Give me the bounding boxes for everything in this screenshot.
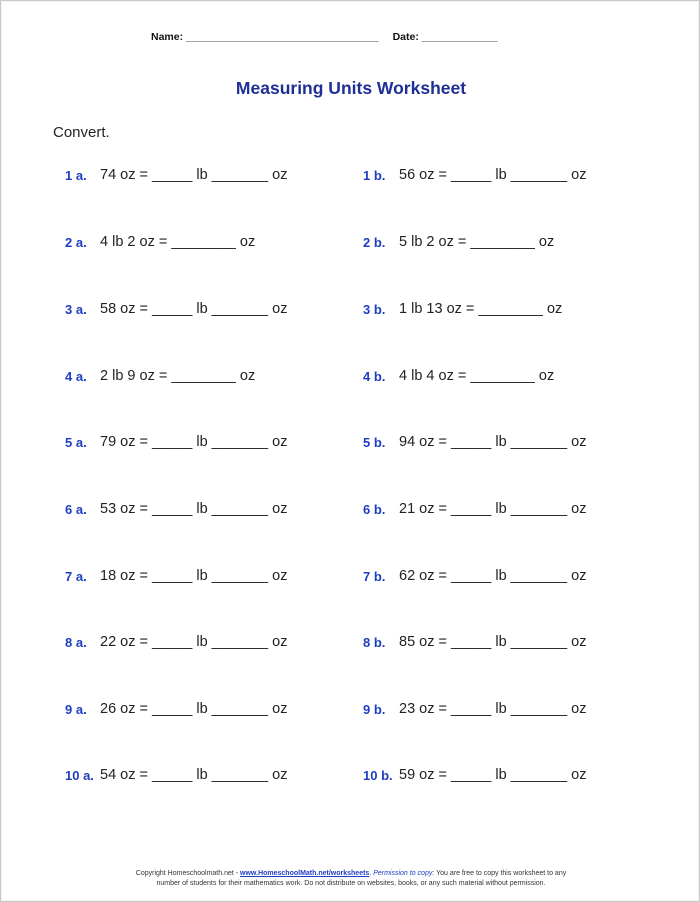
problem-text: 53 oz = _____ lb _______ oz: [100, 501, 288, 517]
permission-text: You are free to copy this worksheet to any: [434, 870, 567, 877]
problem-label: 1 b.: [363, 168, 386, 183]
footer-line-2: number of students for their mathematics work. Do not distribute on websites, books, or any such material without permission.: [156, 880, 546, 887]
problem-label: 10 b.: [363, 768, 393, 783]
problem-text: 22 oz = _____ lb _______ oz: [100, 634, 288, 650]
problem-label: 2 b.: [363, 235, 386, 250]
problem-text: 94 oz = _____ lb _______ oz: [399, 434, 587, 450]
problem-label: 6 b.: [363, 502, 386, 517]
problem-text: 5 lb 2 oz = ________ oz: [399, 234, 555, 250]
problem-4b: [1, 368, 700, 388]
worksheets-link[interactable]: www.HomeschoolMath.net/worksheets: [240, 870, 370, 877]
problem-8b: [1, 634, 700, 654]
problem-label: 9 b.: [363, 702, 386, 717]
problem-text: 23 oz = _____ lb _______ oz: [399, 701, 587, 717]
problem-9b: [1, 701, 700, 721]
problem-text: 1 lb 13 oz = ________ oz: [399, 301, 563, 317]
worksheet-title: Measuring Units Worksheet: [235, 78, 467, 98]
problem-text: 59 oz = _____ lb _______ oz: [399, 767, 587, 783]
problem-label: 2 a.: [65, 235, 87, 250]
problem-label: 5 b.: [363, 435, 386, 450]
problem-text: 58 oz = _____ lb _______ oz: [100, 301, 288, 317]
permission-label: Permission to copy:: [373, 870, 435, 877]
name-blank: _________________________________: [186, 31, 379, 43]
problem-1b: [1, 167, 700, 187]
problem-text: 18 oz = _____ lb _______ oz: [100, 568, 288, 584]
problem-label: 3 b.: [363, 302, 386, 317]
problem-2b: [1, 234, 700, 254]
problem-text: 4 lb 2 oz = ________ oz: [100, 234, 256, 250]
problem-label: 8 a.: [65, 635, 87, 650]
problem-text: 85 oz = _____ lb _______ oz: [399, 634, 587, 650]
problem-label: 4 b.: [363, 369, 386, 384]
problem-5b: [1, 434, 700, 454]
footer-copyright: [1, 869, 700, 889]
date-label: Date:: [392, 31, 419, 43]
footer-line-1: Copyright Homeschoolmath.net - www.HomeschoolMath.net/worksheets. Permission to copy: You are free to copy this worksheet to any: [135, 870, 567, 877]
problem-label: 8 b.: [363, 635, 386, 650]
problem-label: 9 a.: [65, 702, 87, 717]
problem-text: 79 oz = _____ lb _______ oz: [100, 434, 288, 450]
instruction-text: Convert.: [53, 124, 110, 141]
problem-text: 21 oz = _____ lb _______ oz: [399, 501, 587, 517]
problem-label: 7 a.: [65, 569, 87, 584]
problem-text: 74 oz = _____ lb _______ oz: [100, 167, 288, 183]
problem-text: 56 oz = _____ lb _______ oz: [399, 167, 587, 183]
header-fields: [151, 31, 498, 43]
problem-label: 1 a.: [65, 168, 87, 183]
problem-text: 62 oz = _____ lb _______ oz: [399, 568, 587, 584]
problem-7b: [1, 568, 700, 588]
copyright-text: Copyright Homeschoolmath.net -: [135, 870, 241, 877]
date-blank: _____________: [421, 31, 498, 43]
problem-text: 26 oz = _____ lb _______ oz: [100, 701, 288, 717]
problem-3b: [1, 301, 700, 321]
problem-label: 7 b.: [363, 569, 386, 584]
problem-label: 4 a.: [65, 369, 87, 384]
problem-label: 3 a.: [65, 302, 87, 317]
name-label: Name:: [151, 31, 184, 43]
problem-text: 54 oz = _____ lb _______ oz: [100, 767, 288, 783]
problem-text: 2 lb 9 oz = ________ oz: [100, 368, 256, 384]
problem-6b: [1, 501, 700, 521]
problem-label: 6 a.: [65, 502, 87, 517]
problem-10b: [1, 767, 700, 787]
problem-text: 4 lb 4 oz = ________ oz: [399, 368, 555, 384]
problem-label: 5 a.: [65, 435, 87, 450]
problem-label: 10 a.: [65, 768, 94, 783]
